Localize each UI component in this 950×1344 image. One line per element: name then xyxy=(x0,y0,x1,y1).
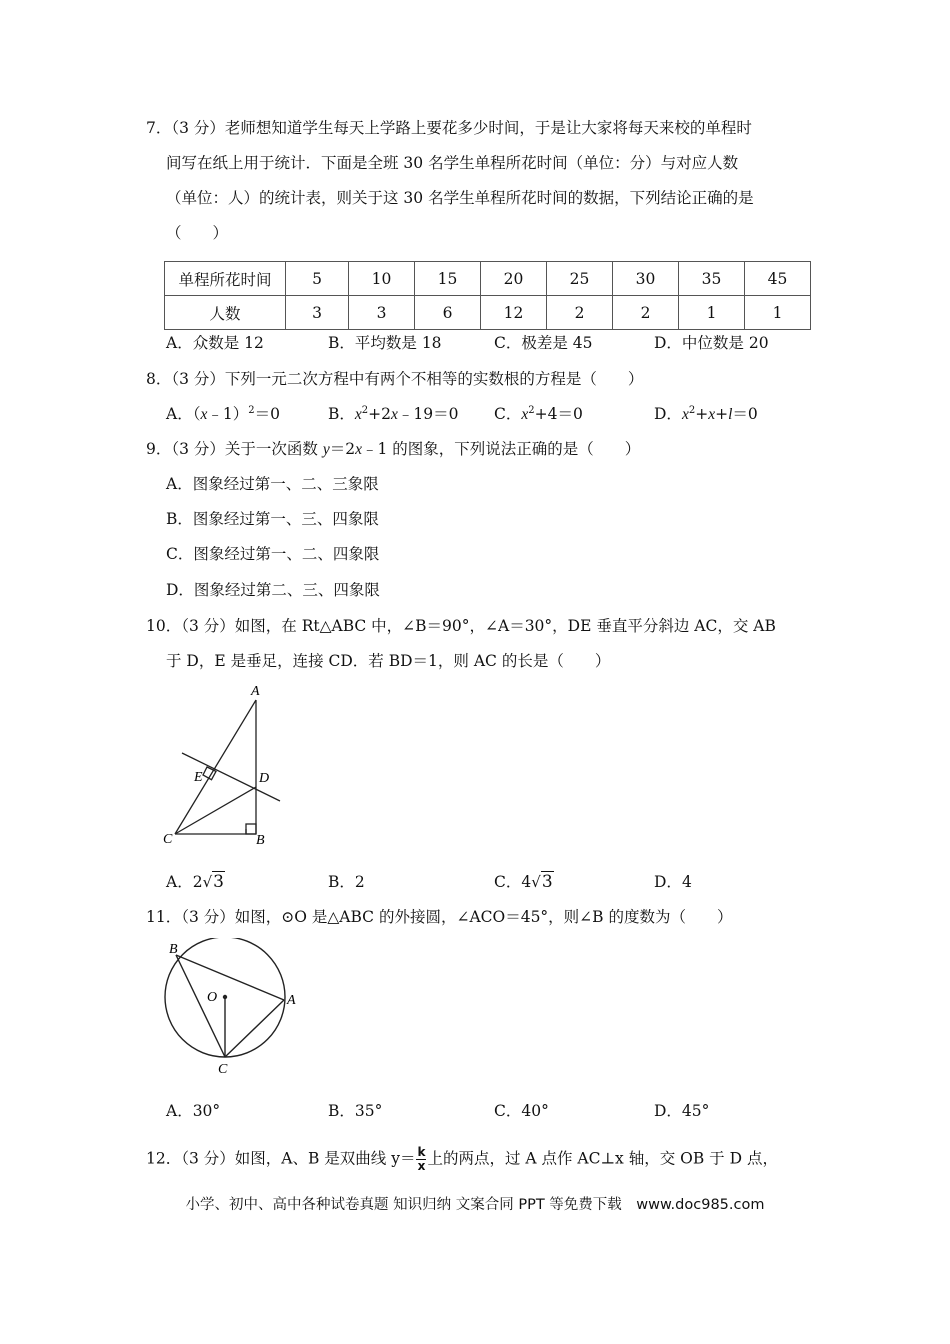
expr-part: ﹣1） xyxy=(207,405,249,423)
fraction-k-over-x xyxy=(416,1146,426,1173)
expr-part: ﹣19＝0 xyxy=(397,405,459,423)
q8-option-b xyxy=(328,403,459,426)
q8-option-a xyxy=(166,403,280,426)
stem-text: 上的两点，过 A 点作 AC⊥x 轴，交 OB 于 D 点， xyxy=(427,1149,778,1168)
label-o: O xyxy=(207,990,218,1005)
exponent: 2 xyxy=(688,405,696,416)
q10-option-d xyxy=(654,871,692,893)
radicand: 3 xyxy=(213,872,224,892)
q8-stem: 8．（3 分）下列一元二次方程中有两个不相等的实数根的方程是（ ） xyxy=(146,370,644,388)
coefficient: 2 xyxy=(192,873,203,891)
option-label: A． xyxy=(166,873,193,891)
label-d: D xyxy=(259,771,270,786)
q10-option-b xyxy=(328,871,365,893)
variable: x xyxy=(681,406,689,423)
q7-option-b: B．平均数是 18 xyxy=(328,334,442,352)
q11-circle-figure xyxy=(160,938,310,1078)
fraction-numerator: k xyxy=(417,1145,426,1159)
stem-text: 12．（3 分）如图，A、B 是双曲线 y＝ xyxy=(146,1149,416,1168)
q11-option-d: D．45° xyxy=(654,1102,710,1120)
q7-option-d: D．中位数是 20 xyxy=(654,334,769,352)
page-footer: 小学、初中、高中各种试卷真题 知识归纳 文案合同 PPT 等免费下载 www.doc985.com xyxy=(185,1197,765,1213)
exponent: 2 xyxy=(528,405,535,416)
q8-option-d xyxy=(654,403,758,426)
variable: y xyxy=(322,441,330,458)
table-cell: 2 xyxy=(613,296,679,330)
q9-stem xyxy=(146,438,640,461)
table-header-cell: 人数 xyxy=(165,296,286,330)
option-value: 4 xyxy=(681,873,692,891)
option-label: C． xyxy=(494,405,522,423)
label-e: E xyxy=(194,770,203,785)
expr-part: ＝2 xyxy=(329,440,356,458)
q11-option-a: A．30° xyxy=(166,1102,221,1120)
q9-option-c: C．图象经过第一、二、四象限 xyxy=(166,545,380,563)
label-a: A xyxy=(287,993,296,1008)
variable: x xyxy=(391,406,398,423)
table-cell: 30 xyxy=(613,262,679,296)
label-c: C xyxy=(218,1062,228,1077)
fraction-denominator: x xyxy=(417,1159,426,1173)
q10-line-1: 10．（3 分）如图，在 Rt△ABC 中，∠B＝90°，∠A＝30°，DE 垂直平分斜边 AC，交 AB xyxy=(146,617,776,635)
label-b: B xyxy=(169,942,178,957)
table-cell: 2 xyxy=(547,296,613,330)
variable: x xyxy=(355,441,362,458)
center-point-o xyxy=(223,995,227,999)
q7-line-2: 间写在纸上用于统计．下面是全班 30 名学生单程所花时间（单位：分）与对应人数 xyxy=(166,154,739,172)
q7-stat-table xyxy=(164,261,811,330)
q7-line-3: （单位：人）的统计表，则关于这 30 名学生单程所花时间的数据，下列结论正确的是 xyxy=(166,189,754,207)
expr-part: + xyxy=(715,405,729,423)
q12-stem xyxy=(146,1146,778,1173)
exponent: 2 xyxy=(361,405,369,416)
label-a: A xyxy=(251,684,260,699)
label-b: B xyxy=(256,833,265,848)
option-value: 2 xyxy=(354,873,365,891)
table-cell: 1 xyxy=(679,296,745,330)
q8-option-c xyxy=(494,403,583,426)
paren: （ xyxy=(192,405,201,423)
label-c: C xyxy=(163,832,173,847)
q7-option-c: C．极差是 45 xyxy=(494,334,593,352)
q7-line-4: （ ） xyxy=(166,224,229,242)
right-angle-mark-b-box xyxy=(246,824,256,834)
stem-text: 9．（3 分）关于一次函数 xyxy=(146,440,323,458)
option-label: D． xyxy=(654,873,682,891)
q9-option-d: D．图象经过第二、三、四象限 xyxy=(166,581,380,599)
expr-part: ＝0 xyxy=(254,405,280,423)
table-header-cell: 单程所花时间 xyxy=(165,262,286,296)
table-cell: 1 xyxy=(745,296,811,330)
q7-option-a: A．众数是 12 xyxy=(166,334,264,352)
table-cell: 5 xyxy=(286,262,349,296)
option-label: A． xyxy=(166,405,193,423)
q11-stem: 11．（3 分）如图，⊙O 是△ABC 的外接圆，∠ACO＝45°，则∠B 的度数为（ ） xyxy=(146,908,733,926)
segment-bc xyxy=(176,955,225,1057)
variable: l xyxy=(728,406,733,423)
table-cell: 25 xyxy=(547,262,613,296)
expr-part: ＝0 xyxy=(732,405,758,423)
exponent: 2 xyxy=(248,405,255,416)
table-cell: 45 xyxy=(745,262,811,296)
q9-option-a: A．图象经过第一、二、三象限 xyxy=(166,475,379,493)
q11-option-c: C．40° xyxy=(494,1102,549,1120)
option-label: C． xyxy=(494,873,522,891)
q10-line-2: 于 D，E 是垂足，连接 CD．若 BD＝1，则 AC 的长是（ ） xyxy=(166,652,611,670)
q9-option-b: B．图象经过第一、三、四象限 xyxy=(166,510,379,528)
expr-part: +2 xyxy=(368,405,392,423)
radicand: 3 xyxy=(541,872,553,892)
q10-triangle-figure xyxy=(160,680,300,855)
option-label: B． xyxy=(328,405,355,423)
variable: x xyxy=(708,406,716,423)
segment-ac xyxy=(175,700,256,834)
sqrt-sign: √ xyxy=(531,873,541,891)
stem-text: ﹣1 的图象，下列说法正确的是（ ） xyxy=(361,440,641,458)
variable: x xyxy=(200,406,208,423)
q7-line-1: 7．（3 分）老师想知道学生每天上学路上要花多少时间，于是让大家将每天来校的单程时 xyxy=(146,119,752,137)
q10-option-c xyxy=(494,871,554,893)
variable: x xyxy=(521,406,529,423)
table-cell: 15 xyxy=(415,262,481,296)
q11-option-b: B．35° xyxy=(328,1102,383,1120)
segment-cd xyxy=(175,787,256,834)
table-cell: 35 xyxy=(679,262,745,296)
table-row xyxy=(165,262,811,296)
table-cell: 20 xyxy=(481,262,547,296)
coefficient: 4 xyxy=(521,873,532,891)
sqrt-sign: √ xyxy=(202,873,213,891)
table-cell: 6 xyxy=(415,296,481,330)
table-cell: 3 xyxy=(286,296,349,330)
option-label: D． xyxy=(654,405,682,423)
option-label: B． xyxy=(328,873,355,891)
table-cell: 10 xyxy=(349,262,415,296)
q10-option-a xyxy=(166,871,225,893)
table-cell: 12 xyxy=(481,296,547,330)
expr-part: +4＝0 xyxy=(534,405,583,423)
table-cell: 3 xyxy=(349,296,415,330)
segment-ba xyxy=(176,955,284,1000)
expr-part: + xyxy=(695,405,709,423)
table-row xyxy=(165,296,811,330)
variable: x xyxy=(354,406,362,423)
